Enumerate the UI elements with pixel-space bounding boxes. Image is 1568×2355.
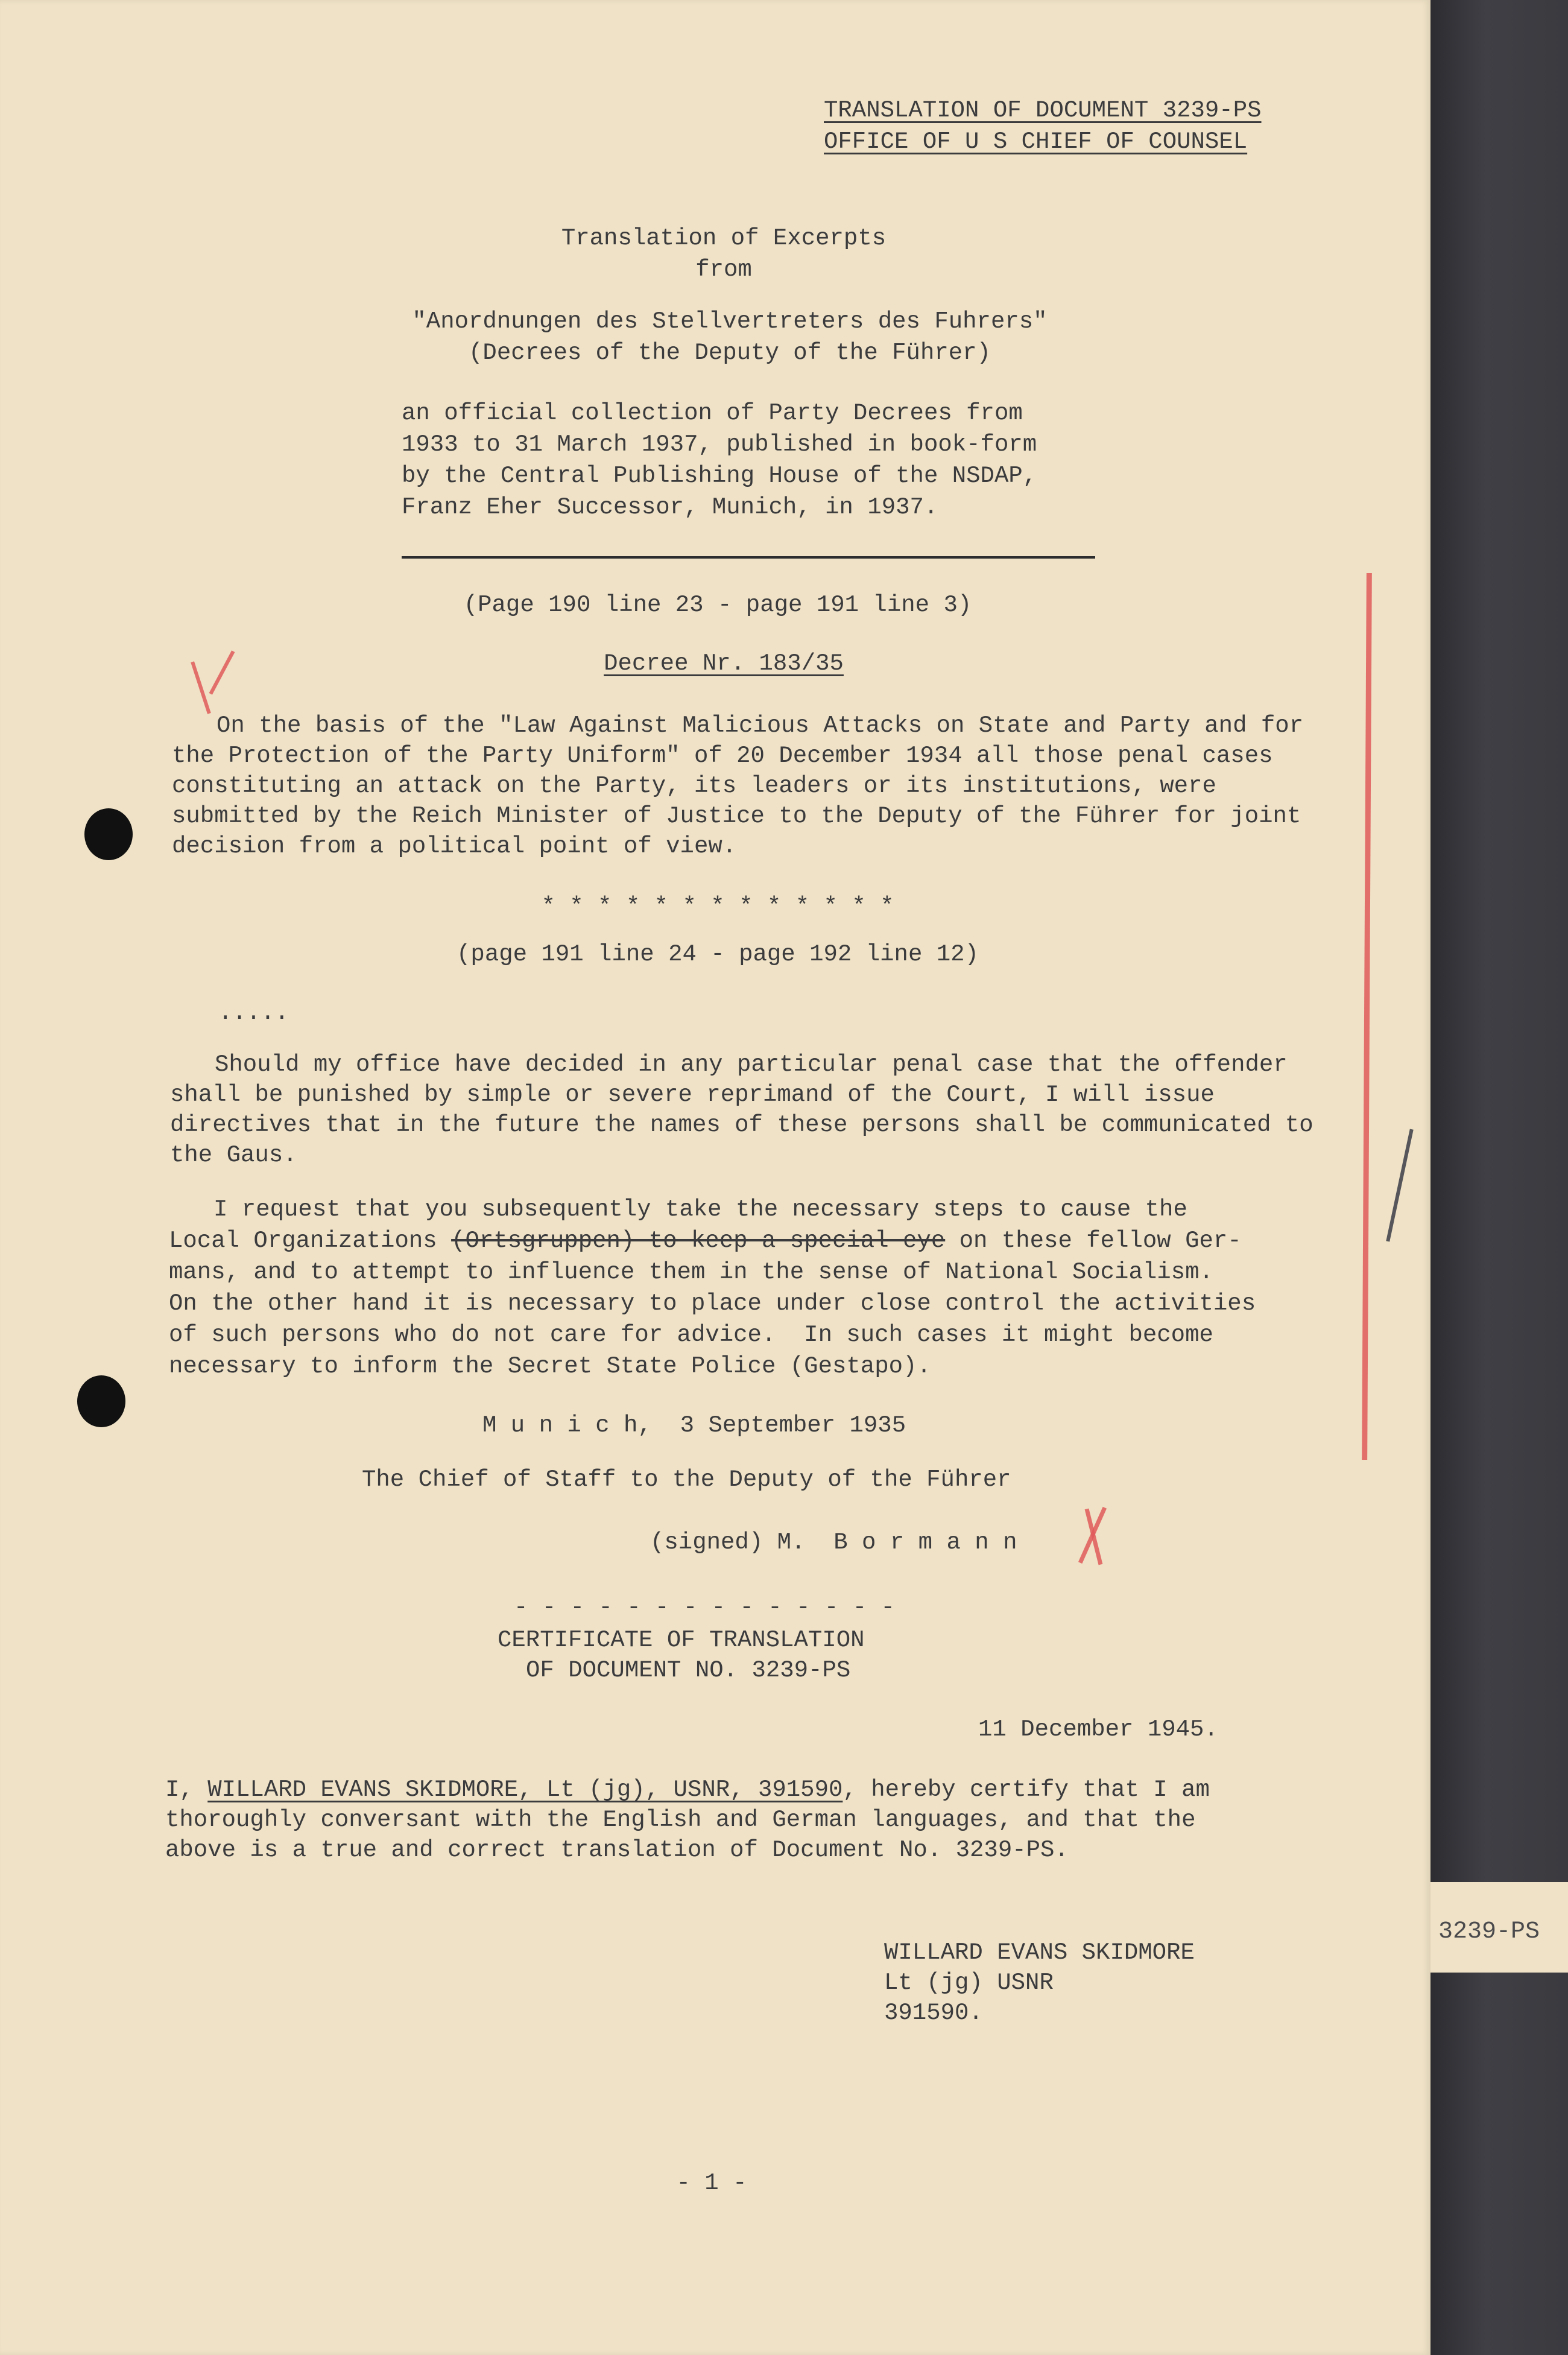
certificate-line-2: thoroughly conversant with the English and German languages, and that the <box>165 1807 1196 1833</box>
title-line-4: (Decrees of the Deputy of the Führer) <box>469 340 991 366</box>
struck-text: (Ortsgruppen) to keep a special eye <box>451 1228 946 1254</box>
signature: (signed) M. B o r m a n n <box>650 1529 1017 1556</box>
certificate-line-3: above is a true and correct translation of Document No. 3239-PS. <box>165 1837 1069 1863</box>
document-tab-label: 3239-PS <box>1438 1918 1540 1945</box>
description-line-4: Franz Eher Successor, Munich, in 1937. <box>402 494 938 521</box>
translator-rank: Lt (jg) USNR <box>884 1970 1054 1996</box>
dash-separator: - - - - - - - - - - - - - - <box>514 1594 895 1621</box>
section2-paragraph-2-line-4: On the other hand it is necessary to place under close control the activities <box>169 1290 1256 1317</box>
section2-paragraph-2-line-6: necessary to inform the Secret State Police (Gestapo). <box>169 1353 931 1380</box>
title-line-3: "Anordnungen des Stellvertreters des Fuhrers" <box>412 308 1048 335</box>
separator-stars: * * * * * * * * * * * * * <box>541 893 894 920</box>
translator-number: 391590. <box>884 2000 983 2026</box>
translator-name-underlined: WILLARD EVANS SKIDMORE, Lt (jg), USNR, 391590 <box>207 1777 843 1803</box>
section2-paragraph-2-line-1: I request that you subsequently take the necessary steps to cause the <box>213 1196 1187 1223</box>
certificate-title-2: OF DOCUMENT NO. 3239-PS <box>526 1657 851 1684</box>
title-divider <box>402 556 1095 559</box>
section2-paragraph-1: Should my office have decided in any particular penal case that the offender shall be punished by simple or severe reprimand of the Court, I will issue directives that in the future the names of these persons shall be communicated to the Gaus. <box>170 1051 1328 1168</box>
page-number: - 1 - <box>676 2170 747 2196</box>
section2-paragraph-2-line-2 <box>169 1226 1242 1256</box>
p2-line2-start: Local Organizations <box>169 1228 452 1254</box>
section2-paragraph-2-line-5: of such persons who do not care for advice. In such cases it might become <box>169 1322 1213 1348</box>
place-and-date: M u n i c h, 3 September 1935 <box>482 1412 906 1439</box>
p2-line2-end: on these fellow Ger- <box>945 1228 1242 1254</box>
section1-page-ref: (Page 190 line 23 - page 191 line 3) <box>463 592 972 618</box>
description-line-2: 1933 to 31 March 1937, published in book-form <box>402 431 1037 458</box>
certificate-date: 11 December 1945. <box>978 1716 1218 1743</box>
cert-line1-end: , hereby certify that I am <box>842 1777 1210 1803</box>
section2-page-ref: (page 191 line 24 - page 192 line 12) <box>457 941 979 968</box>
description-line-1: an official collection of Party Decrees from <box>402 400 1023 426</box>
header-line-1: TRANSLATION OF DOCUMENT 3239-PS <box>824 97 1262 124</box>
cert-line1-start: I, <box>165 1777 208 1803</box>
description-line-3: by the Central Publishing House of the NSDAP, <box>402 463 1037 489</box>
translator-signature-name: WILLARD EVANS SKIDMORE <box>884 1939 1195 1966</box>
title-line-1: Translation of Excerpts <box>561 225 887 252</box>
certificate-line-1 <box>165 1775 1210 1805</box>
decree-number: Decree Nr. 183/35 <box>604 650 844 677</box>
title-line-2: from <box>695 256 752 283</box>
ellipsis: ..... <box>218 1000 289 1026</box>
signatory-role: The Chief of Staff to the Deputy of the Führer <box>362 1466 1011 1493</box>
certificate-title-1: CERTIFICATE OF TRANSLATION <box>498 1627 865 1653</box>
punch-hole-top <box>84 808 133 860</box>
section2-paragraph-2-line-3: mans, and to attempt to influence them in the sense of National Socialism. <box>169 1259 1213 1285</box>
header-line-2: OFFICE OF U S CHIEF OF COUNSEL <box>824 128 1248 155</box>
section1-paragraph: On the basis of the "Law Against Malicious Attacks on State and Party and for the Protection of the Party Uniform" of 20 December 1934 all those penal cases constituting an attack on the Party, its leaders or its institutions, were submitted by the Reich Minister of Justice to the Deputy of the Führer for joint decision from a political point of view. <box>172 712 1318 860</box>
punch-hole-bottom <box>77 1375 125 1427</box>
